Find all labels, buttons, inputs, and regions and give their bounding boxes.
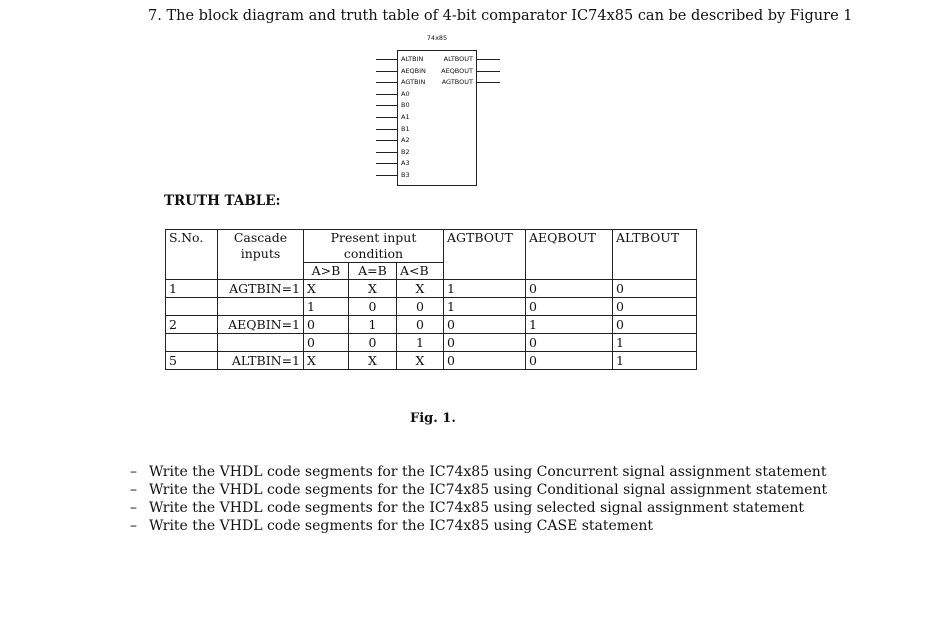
table-cell: 1 [349,316,397,334]
header-altbout: ALTBOUT [613,230,697,280]
table-cell: 0 [613,280,697,298]
table-cell: 1 [526,316,613,334]
table-cell: 0 [526,298,613,316]
input-wire [376,82,398,83]
table-cell: 2 [166,316,218,334]
pin-label: ALTBIN [401,55,424,63]
output-wire [476,82,500,83]
table-row [166,334,697,352]
truth-table-heading: TRUTH TABLE: [164,193,281,209]
task-text: Write the VHDL code segments for the IC74x85 using Conditional signal assignment statement [149,482,828,498]
task-text: Write the VHDL code segments for the IC74x85 using CASE statement [149,518,654,534]
figure-caption: Fig. 1. [410,411,456,426]
question-text: 7. The block diagram and truth table of 4-bit comparator IC74x85 can be described by Figure 1 [148,8,853,24]
table-row [166,298,697,316]
bullet-dash: – [130,464,137,480]
pin-label: AEQBIN [401,66,426,75]
table-cell: 0 [526,280,613,298]
task-item [130,517,827,535]
table-cell: 0 [444,316,526,334]
task-text: Write the VHDL code segments for the IC74x85 using Concurrent signal assignment statement [149,464,827,480]
task-item [130,481,827,499]
header-agtbout: AGTBOUT [444,230,526,280]
input-wire [376,175,398,176]
table-cell: 0 [613,298,697,316]
header-present: Present input condition [304,230,444,263]
table-cell: 0 [304,316,349,334]
pin-label: ALTBOUT [443,55,473,63]
table-row [166,316,697,334]
table-cell: AEQBIN=1 [218,316,304,334]
table-cell: 0 [304,334,349,352]
table-header-row [166,230,697,263]
table-cell: 0 [349,334,397,352]
pin-label: A1 [401,113,410,121]
truth-table [165,229,697,370]
subheader-altb: A<B [397,263,444,280]
pin-label: B1 [401,124,410,133]
input-wire [376,59,398,60]
table-cell: X [304,352,349,370]
header-aeqbout: AEQBOUT [526,230,613,280]
subheader-aeqb: A=B [349,263,397,280]
table-cell: X [397,280,444,298]
table-cell: 0 [349,298,397,316]
table-cell: 1 [613,352,697,370]
table-cell: 0 [444,352,526,370]
bullet-dash: – [130,500,137,516]
input-wire [376,129,398,130]
table-cell: 0 [613,316,697,334]
bullet-dash: – [130,482,137,498]
subheader-agtb: A>B [304,263,349,280]
pin-label: AGTBOUT [441,78,473,87]
task-text: Write the VHDL code segments for the IC74x85 using selected signal assignment statement [149,500,805,516]
input-wire [376,105,398,106]
pin-label: AEQBOUT [441,66,473,75]
pin-label: B0 [401,101,410,110]
table-cell: AGTBIN=1 [218,280,304,298]
table-cell: 0 [397,298,444,316]
input-wire [376,94,398,95]
pin-label: B3 [401,171,410,179]
table-cell: 1 [397,334,444,352]
table-cell [218,334,304,352]
task-item [130,499,827,517]
table-cell [218,298,304,316]
task-list [130,463,827,535]
input-wire [376,117,398,118]
table-cell: 0 [526,352,613,370]
table-cell: X [304,280,349,298]
output-wire [476,71,500,72]
table-cell: 0 [526,334,613,352]
task-item [130,463,827,481]
table-cell: 1 [304,298,349,316]
table-row [166,280,697,298]
table-row [166,352,697,370]
ic-block-diagram [397,50,477,186]
input-wire [376,71,398,72]
table-cell: ALTBIN=1 [218,352,304,370]
table-cell: X [349,280,397,298]
header-cascade: Cascade inputs [218,230,304,280]
table-cell: 1 [444,280,526,298]
input-wire [376,152,398,153]
table-cell [166,298,218,316]
pin-label: A2 [401,136,410,145]
ic-title: 74x85 [426,34,448,42]
pin-label: A0 [401,89,410,98]
table-cell: 0 [397,316,444,334]
table-cell: X [349,352,397,370]
pin-label: AGTBIN [401,78,426,87]
table-cell: 1 [613,334,697,352]
table-cell: X [397,352,444,370]
input-wire [376,140,398,141]
table-cell: 1 [166,280,218,298]
bullet-dash: – [130,518,137,534]
pin-label: B2 [401,147,410,156]
header-sno: S.No. [166,230,218,280]
input-wire [376,163,398,164]
table-cell: 5 [166,352,218,370]
table-cell: 1 [444,298,526,316]
table-cell [166,334,218,352]
pin-label: A3 [401,159,410,168]
output-wire [476,59,500,60]
table-cell: 0 [444,334,526,352]
